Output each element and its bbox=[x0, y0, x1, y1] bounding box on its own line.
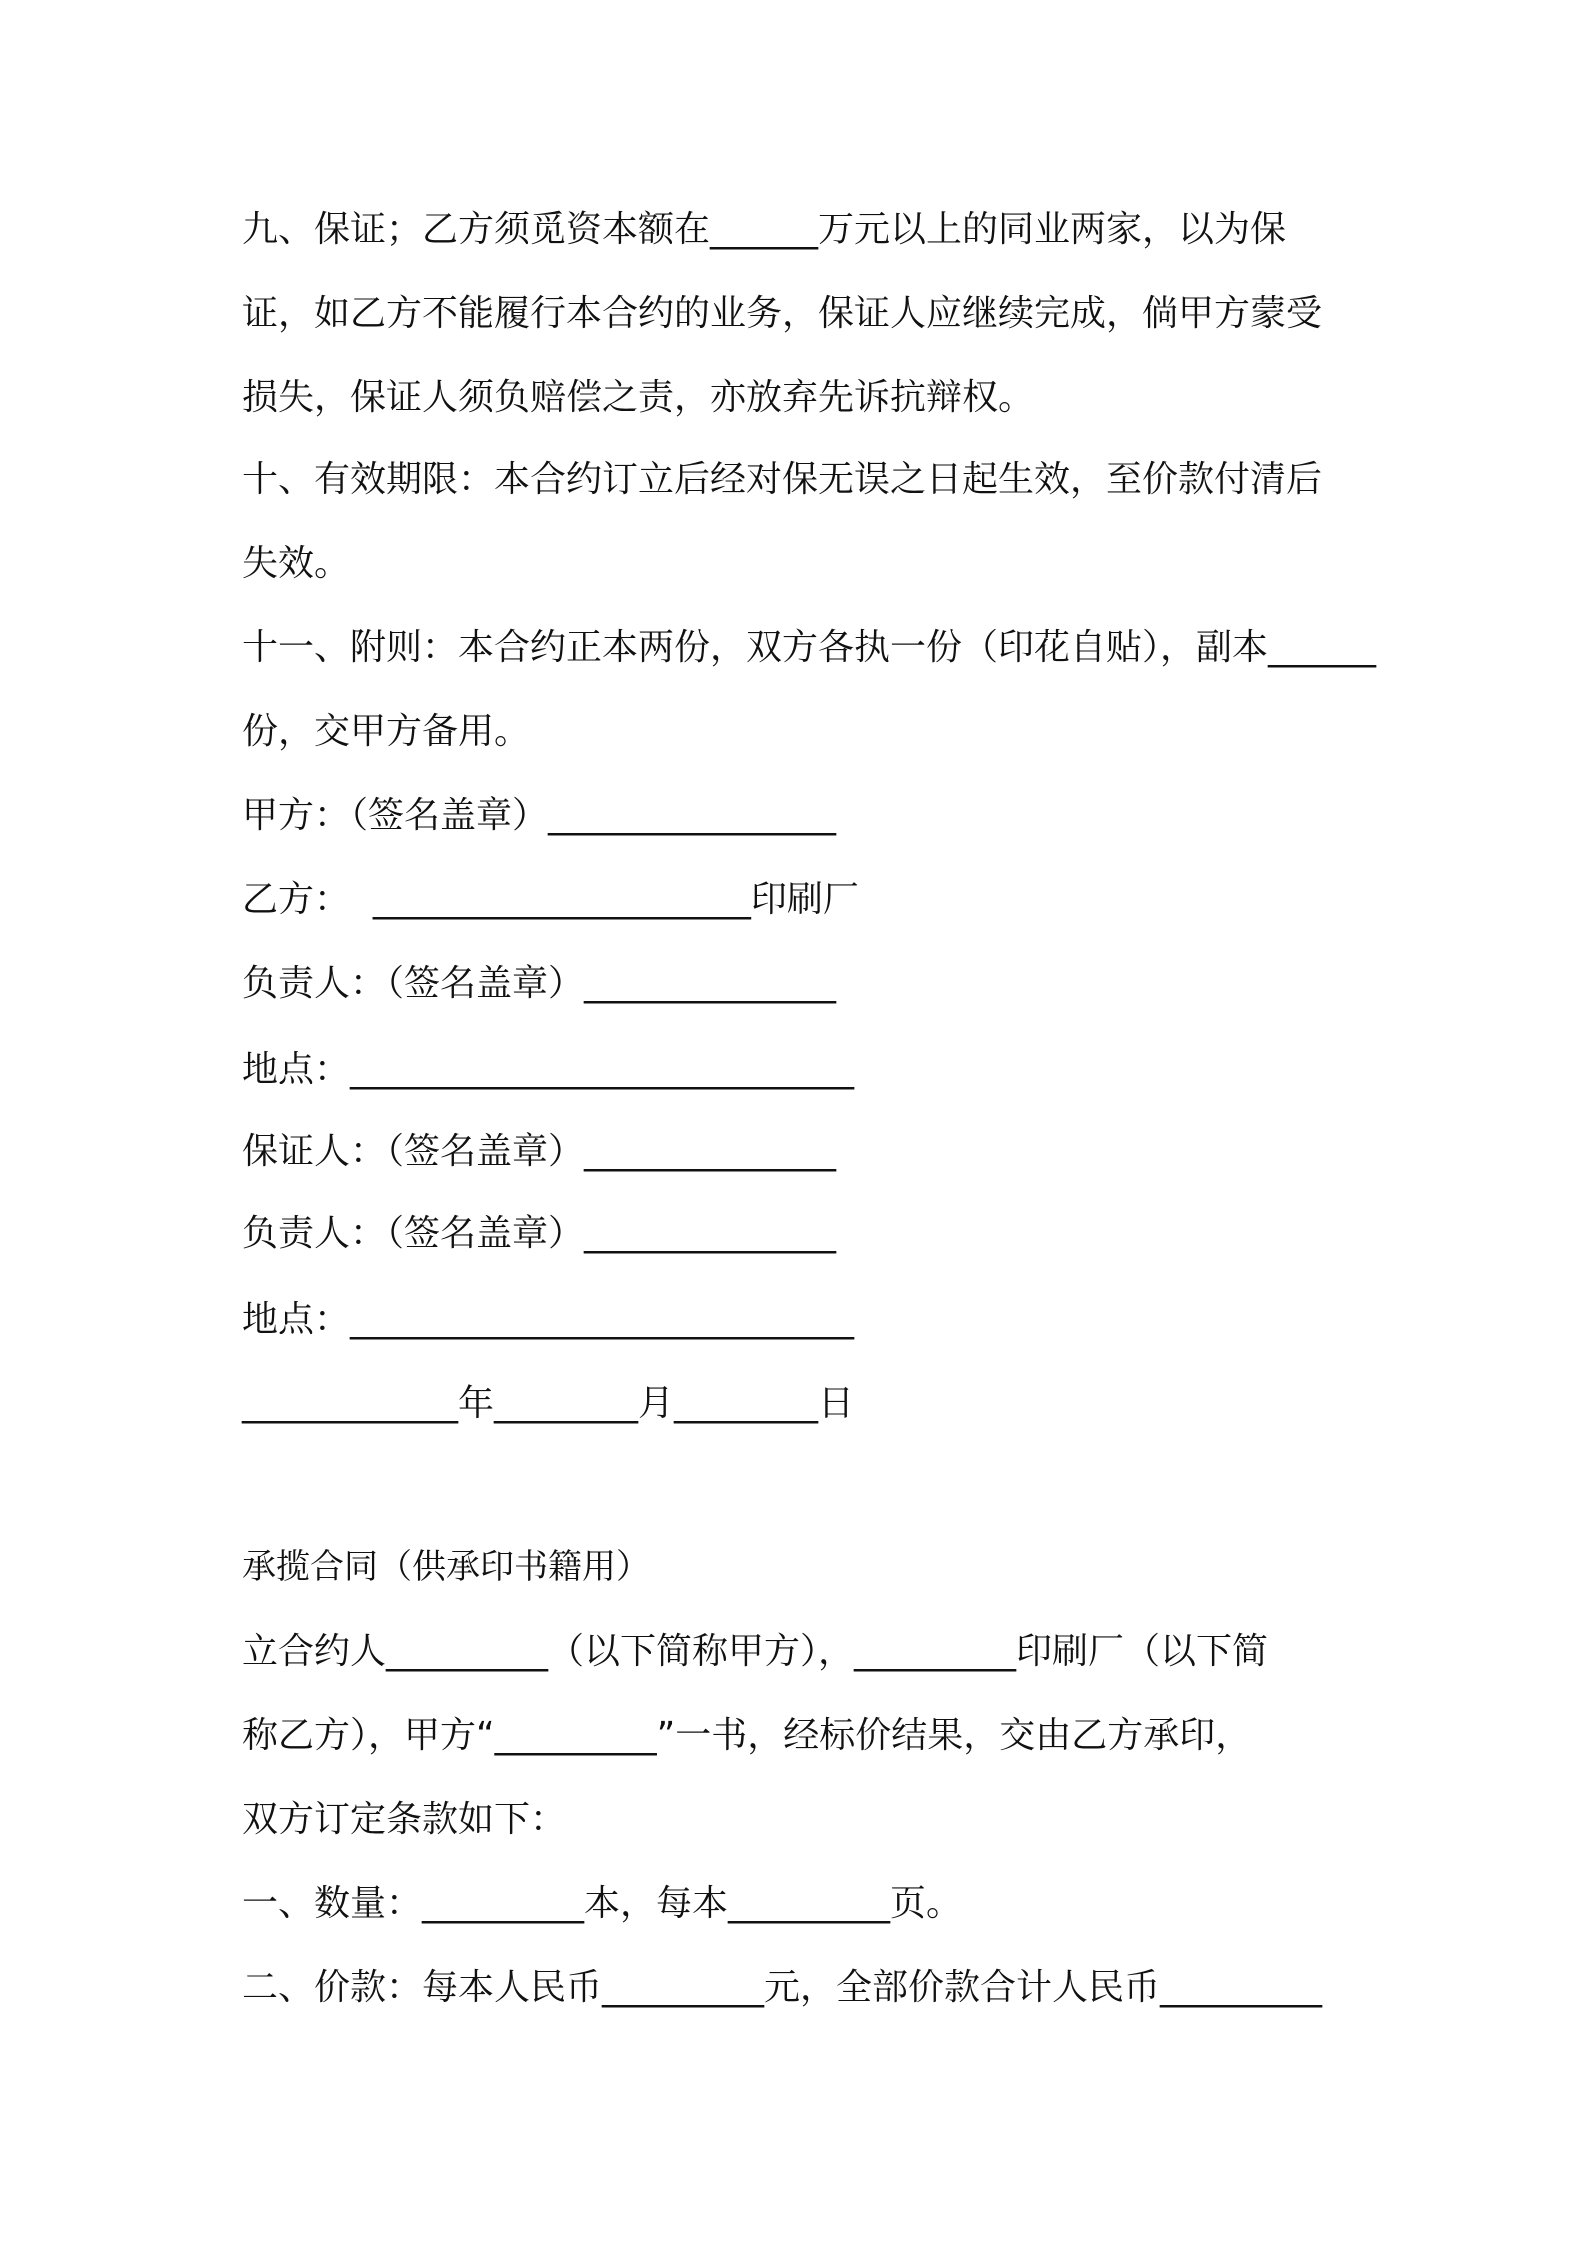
signature-party-a: 甲方：（签名盖章）________________ bbox=[242, 795, 837, 836]
clause-1-quantity: 一、数量：_________本，每本_________页。 bbox=[242, 1883, 963, 1924]
signature-guarantor-responsible: 负责人：（签名盖章）______________ bbox=[242, 1213, 837, 1254]
clause-9-line-3: 损失，保证人须负赔偿之责，亦放弃先诉抗辩权。 bbox=[242, 377, 1035, 418]
clause-9-line-2: 证，如乙方不能履行本合约的业务，保证人应继续完成，倘甲方蒙受 bbox=[242, 293, 1323, 334]
clause-10-line-1: 十、有效期限：本合约订立后经对保无误之日起生效，至价款付清后 bbox=[242, 459, 1323, 500]
clause-11-line-1: 十一、附则：本合约正本两份，双方各执一份（印花自贴），副本______ bbox=[242, 627, 1377, 668]
signature-date: ____________年________月________日 bbox=[242, 1383, 854, 1424]
contract-title: 承揽合同（供承印书籍用） bbox=[242, 1547, 650, 1587]
clause-9-line-1: 九、保证；乙方须觅资本额在______万元以上的同业两家，以为保 bbox=[242, 209, 1287, 250]
signature-guarantor: 保证人：（签名盖章）______________ bbox=[242, 1131, 837, 1172]
signature-responsible-person: 负责人：（签名盖章）______________ bbox=[242, 963, 837, 1004]
contract-intro-line-1: 立合约人_________（以下简称甲方），_________印刷厂（以下简 bbox=[242, 1631, 1269, 1672]
clause-2-price: 二、价款：每本人民币_________元，全部价款合计人民币_________ bbox=[242, 1967, 1323, 2008]
clause-10-line-2: 失效。 bbox=[242, 543, 351, 584]
contract-intro-line-2: 称乙方），甲方“_________”一书，经标价结果，交由乙方承印， bbox=[242, 1715, 1252, 1756]
contract-intro-line-3: 双方订定条款如下： bbox=[242, 1799, 567, 1840]
signature-party-b: 乙方： _____________________印刷厂 bbox=[242, 879, 859, 920]
signature-guarantor-address: 地点：____________________________ bbox=[242, 1299, 855, 1340]
signature-address: 地点：____________________________ bbox=[242, 1049, 855, 1090]
clause-11-line-2: 份，交甲方备用。 bbox=[242, 711, 531, 752]
